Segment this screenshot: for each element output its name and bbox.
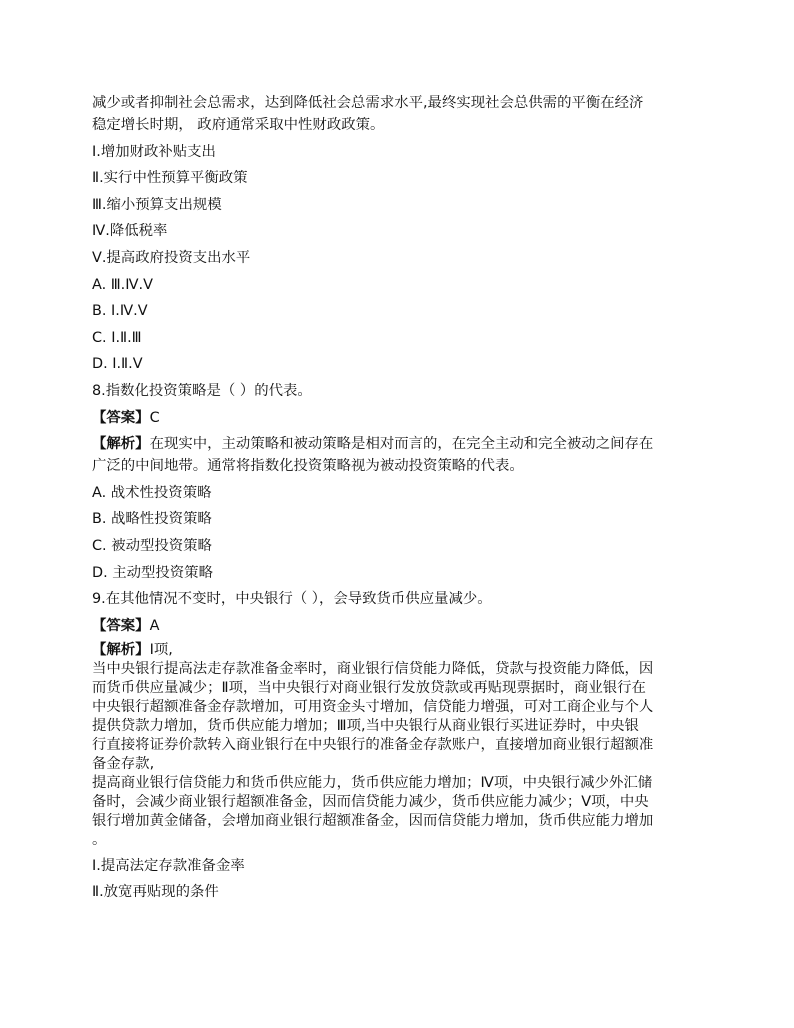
question-9-stem: 9.在其他情况不变时，中央银行（ ），会导致货币供应量减少。 <box>92 591 492 608</box>
question-7-option-b: B. Ⅰ.Ⅳ.Ⅴ <box>92 303 148 320</box>
question-7-item-4: Ⅳ.降低税率 <box>92 223 168 240</box>
question-7-item-2: Ⅱ.实行中性预算平衡政策 <box>92 170 248 187</box>
question-9-analysis-line-1 <box>92 641 704 660</box>
analysis-text: Ⅰ项, <box>149 642 173 659</box>
question-9-analysis-line-6: 行直接将证券价款转入商业银行在中央银行的准备金存款账户，直接增加商业银行超额准 <box>92 737 654 754</box>
question-9-item-2: Ⅱ.放宽再贴现的条件 <box>92 884 219 901</box>
question-7-item-3: Ⅲ.缩小预算支出规模 <box>92 196 222 213</box>
question-9-answer <box>92 615 704 637</box>
question-7-stem-line-2: 稳定增长时期， 政府通常采取中性财政政策。 <box>92 117 385 133</box>
question-8-option-b: B. 战略性投资策略 <box>92 511 212 528</box>
question-8-option-c: C. 被动型投资策略 <box>92 537 212 554</box>
question-8-option-a: A. 战术性投资策略 <box>92 484 212 501</box>
question-8-answer <box>92 407 704 429</box>
question-9-analysis-line-4: 中央银行超额准备金存款增加，可用资金头寸增加，信贷能力增强，可对工商企业与个人 <box>92 699 654 716</box>
answer-value: C <box>149 409 160 426</box>
answer-value: A <box>149 617 160 634</box>
analysis-text: 在现实中，主动策略和被动策略是相对而言的，在完全主动和完全被动之间存在 <box>149 436 654 453</box>
question-7-item-5: Ⅴ.提高政府投资支出水平 <box>92 249 251 266</box>
question-8-option-d: D. 主动型投资策略 <box>92 564 213 581</box>
answer-label: 【答案】 <box>92 617 150 634</box>
question-9-analysis-line-3: 而货币供应量减少；Ⅱ项，当中央银行对商业银行发放贷款或再贴现票据时，商业银行在 <box>92 680 646 697</box>
question-7-option-a: A. Ⅲ.Ⅳ.Ⅴ <box>92 276 153 293</box>
question-9-analysis-line-10: 银行增加黄金储备，会增加商业银行超额准备金，因而信贷能力增加，货币供应能力增加 <box>92 813 654 830</box>
question-8-analysis-line-2: 广泛的中间地带。通常将指数化投资策略视为被动投资策略的代表。 <box>92 458 524 475</box>
question-9-analysis-line-8: 提高商业银行信贷能力和货币供应能力，货币供应能力增加；Ⅳ项，中央银行减少外汇储 <box>92 775 653 792</box>
question-7-option-c: C. Ⅰ.Ⅱ.Ⅲ <box>92 329 142 346</box>
question-9-analysis-line-7: 备金存款, <box>92 756 155 773</box>
question-7-item-1: Ⅰ.增加财政补贴支出 <box>92 143 216 160</box>
question-7-option-d: D. Ⅰ.Ⅱ.Ⅴ <box>92 356 143 373</box>
question-9-analysis-line-11: 。 <box>92 832 107 849</box>
question-7-stem-line-1: 减少或者抑制社会总需求，达到降低社会总需求水平,最终实现社会总供需的平衡在经济 <box>92 95 644 111</box>
question-9-analysis-line-9: 备时，会减少商业银行超额准备金，因而信贷能力减少，货币供应能力减少；Ⅴ项，中央 <box>92 794 649 811</box>
document-page <box>92 92 704 903</box>
question-9-item-1: Ⅰ.提高法定存款准备金率 <box>92 857 245 874</box>
answer-label: 【答案】 <box>92 409 150 426</box>
analysis-label: 【解析】 <box>92 642 150 659</box>
question-9-analysis-line-5: 提供贷款力增加，货币供应能力增加；Ⅲ项,当中央银行从商业银行买进证券时，中央银 <box>92 718 639 735</box>
question-8-analysis-line-1 <box>92 433 704 455</box>
question-9-analysis-line-2: 当中央银行提高法走存款准备金率时，商业银行信贷能力降低，贷款与投资能力降低，因 <box>92 661 654 678</box>
question-8-stem: 8.指数化投资策略是（ ）的代表。 <box>92 382 312 399</box>
analysis-label: 【解析】 <box>92 436 150 453</box>
